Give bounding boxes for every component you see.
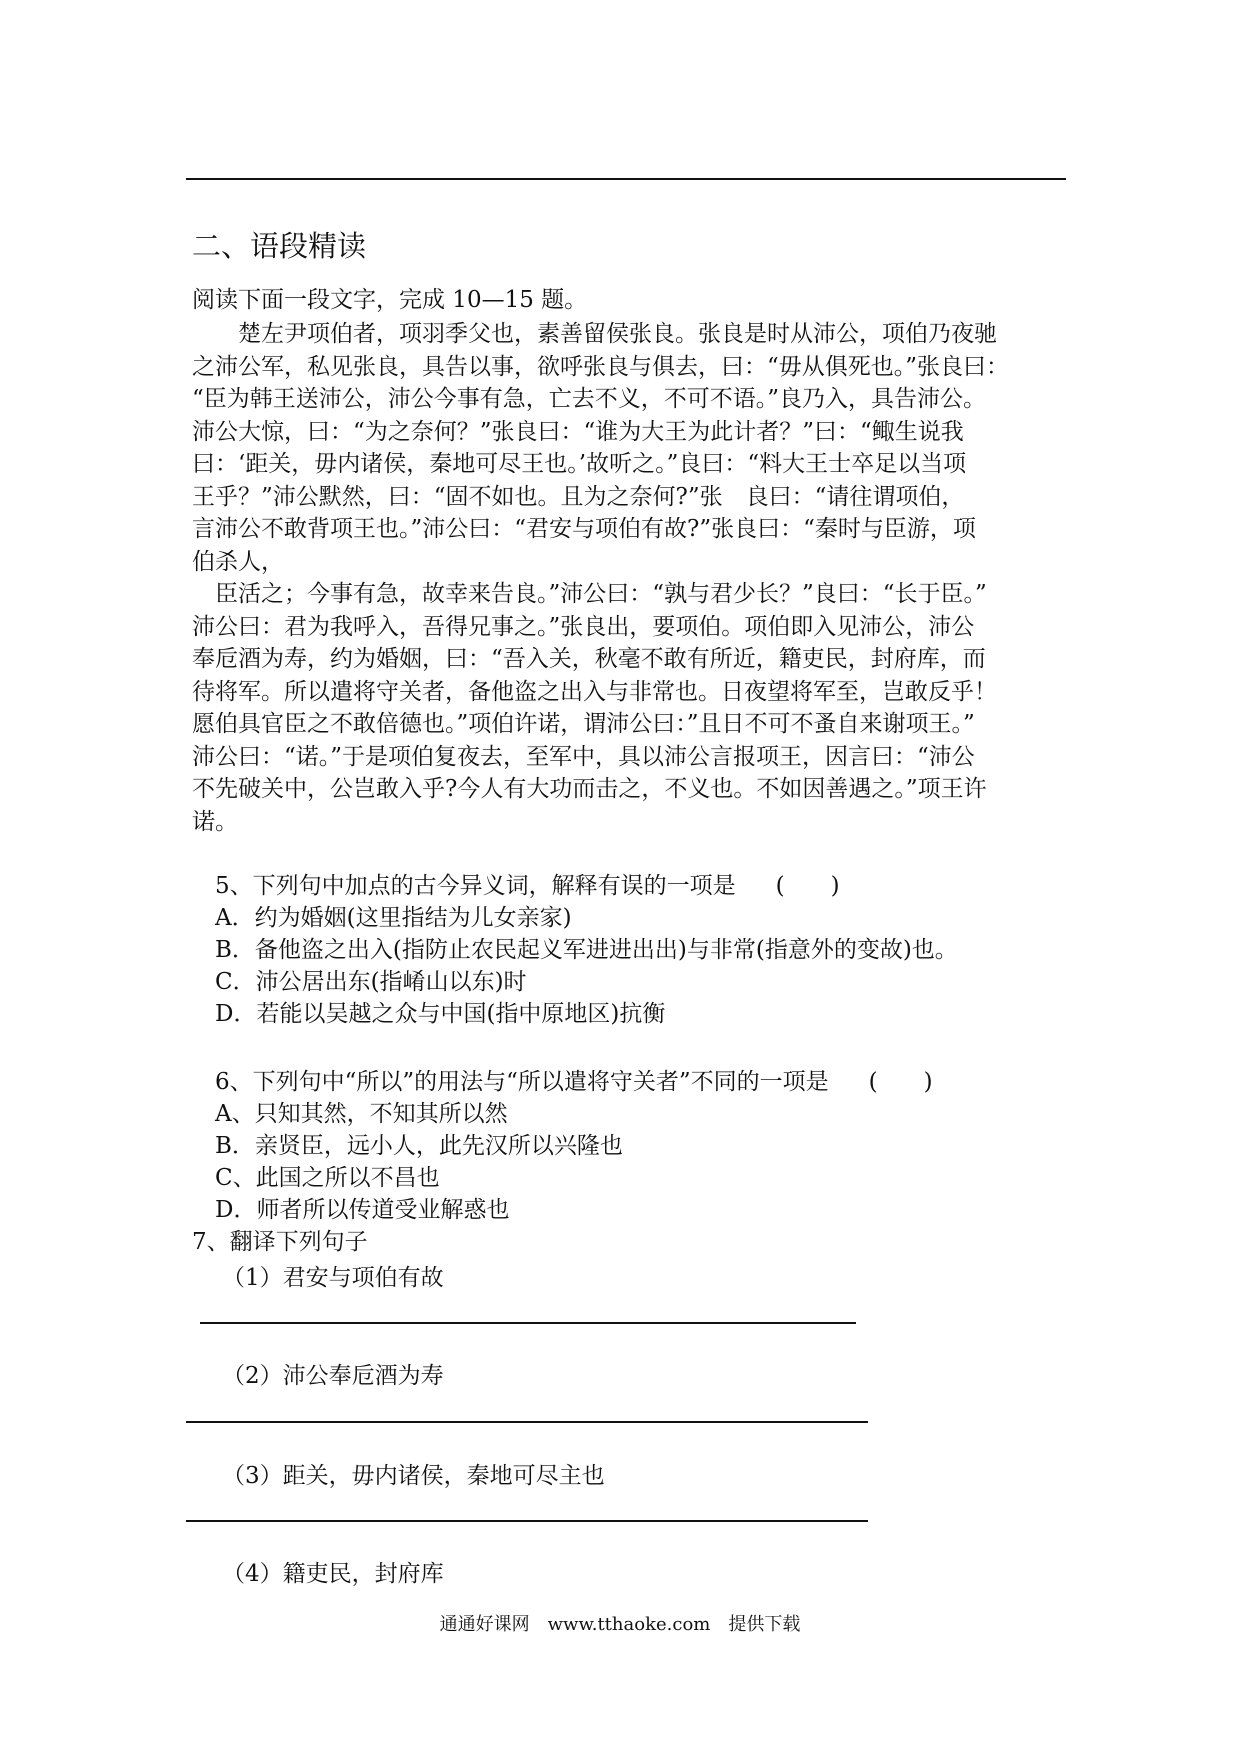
question-5-stem — [192, 870, 1092, 902]
question-5 — [192, 870, 1092, 1030]
translation-item-1: （1）君安与项伯有故 — [222, 1265, 444, 1291]
question-7 — [192, 1226, 1092, 1258]
passage-line: “臣为韩王送沛公，沛公今事有急，亡去不义，不可不语。”良乃入，具告沛公。 — [192, 386, 987, 412]
question-6 — [192, 1066, 1092, 1226]
translation-item-4: （4）籍吏民，封府库 — [222, 1561, 444, 1587]
question-6-option-b: B．亲贤臣，远小人，此先汉所以兴隆也 — [192, 1133, 623, 1159]
question-6-option-a: A、只知其然，不知其所以然 — [192, 1101, 508, 1127]
answer-bracket: ( ) — [868, 1069, 933, 1095]
top-horizontal-rule — [186, 178, 1066, 180]
passage-line: 曰：‘距关，毋内诸侯，秦地可尽王也。’故听之。”良曰：“料大王士卒足以当项 — [192, 451, 967, 477]
classical-passage — [192, 318, 1072, 838]
answer-line-3[interactable] — [186, 1520, 868, 1522]
passage-line: 之沛公军，私见张良，具告以事，欲呼张良与俱去，曰：“毋从俱死也。”张良曰： — [192, 353, 1010, 380]
question-6-option-c: C、此国之所以不昌也 — [192, 1165, 440, 1191]
question-6-stem — [192, 1066, 1092, 1098]
question-7-stem: 7、翻译下列句子 — [192, 1229, 368, 1255]
passage-line: 沛公大惊，曰：“为之奈何？”张良曰：“谁为大王为此计者？”曰：“鲰生说我 — [192, 418, 964, 445]
passage-line: 言沛公不敢背项王也。”沛公曰：“君安与项伯有故?”张良曰：“秦时与臣游，项 — [192, 516, 976, 542]
answer-line-2[interactable] — [186, 1421, 868, 1423]
question-6-option-d: D．师者所以传道受业解惑也 — [192, 1197, 510, 1223]
page-footer: 通通好课网 www.tthaoke.com 提供下载 — [439, 1614, 801, 1635]
passage-line: 不先破关中，公岂敢入乎?今人有大功而击之，不义也。不如因善遇之。”项王许 — [192, 776, 987, 802]
passage-line: 王乎？”沛公默然，曰：“固不如也。且为之奈何?”张 良曰：“请往谓项伯， — [192, 483, 965, 510]
passage-line: 愿伯具官臣之不敢倍德也。”项伯许诺，谓沛公曰：”且日不可不蚤自来谢项王。” — [192, 711, 975, 737]
passage-line: 待将军。所以遣将守关者，备他盗之出入与非常也。日夜望将军至，岂敢反乎！ — [192, 678, 997, 705]
passage-line: 沛公曰：君为我呼入，吾得兄事之。”张良出，要项伯。项伯即入见沛公，沛公 — [192, 613, 975, 640]
passage-line: 楚左尹项伯者，项羽季父也，素善留侯张良。张良是时从沛公，项伯乃夜驰 — [192, 321, 997, 347]
question-6-text: 6、下列句中“所以”的用法与“所以遣将守关者”不同的一项是 — [192, 1069, 829, 1095]
passage-line: 臣活之；今事有急，故幸来告良。”沛公曰：“孰与君少长？”良曰：“长于臣。” — [192, 581, 987, 607]
reading-instruction: 阅读下面一段文字，完成 10—15 题。 — [192, 287, 588, 313]
question-5-option-d: D．若能以吴越之众与中国(指中原地区)抗衡 — [192, 1001, 666, 1027]
passage-line: 伯杀人， — [192, 548, 284, 575]
answer-line-1[interactable] — [200, 1322, 856, 1324]
question-5-option-b: B．备他盗之出入(指防止农民起义军进进出出)与非常(指意外的变故)也。 — [192, 937, 958, 963]
translation-item-2: （2）沛公奉卮酒为寿 — [222, 1363, 444, 1389]
answer-bracket: ( ) — [775, 873, 840, 899]
passage-line: 沛公曰：“诺。”于是项伯复夜去，至军中，具以沛公言报项王，因言曰：“沛公 — [192, 743, 975, 770]
passage-line: 诺。 — [192, 808, 238, 835]
question-5-option-c: C．沛公居出东(指崤山以东)时 — [192, 969, 527, 995]
question-5-text: 5、下列句中加点的古今异义词，解释有误的一项是 — [192, 873, 736, 899]
translation-item-3: （3）距关，毋内诸侯，秦地可尽主也 — [222, 1463, 605, 1489]
question-5-option-a: A．约为婚姻(这里指结为儿女亲家) — [192, 905, 572, 931]
section-heading: 二、语段精读 — [192, 229, 367, 263]
passage-line: 奉卮酒为寿，约为婚姻，曰：“吾入关，秋毫不敢有所近，籍吏民，封府库，而 — [192, 646, 986, 672]
